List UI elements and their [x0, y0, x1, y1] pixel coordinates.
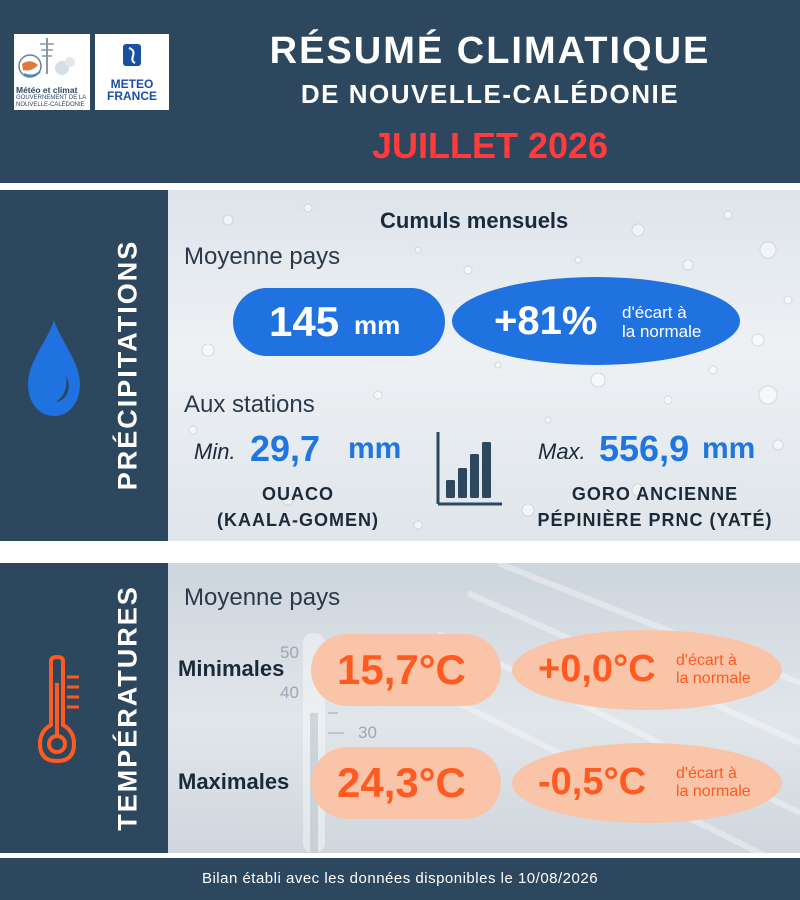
minimales-value-pill: [311, 634, 501, 706]
logo-left-line1: Météo et climat: [16, 85, 78, 95]
globe-antenna-icon: [14, 34, 90, 84]
minimales-label: Minimales: [178, 656, 285, 681]
max-station-line1: GORO ANCIENNE: [571, 484, 739, 504]
meteo-france-logo: [95, 34, 169, 110]
precipitations-heading: Cumuls mensuels: [380, 208, 569, 233]
precipitation-anomaly-pill: [452, 277, 740, 365]
scale-label-30: 30: [358, 723, 377, 742]
logo-right-line1: METEO: [110, 77, 154, 91]
maximales-value: 24,3°C: [337, 759, 466, 806]
logo-left-line2: GOUVERNEMENT DE LA: [16, 95, 87, 101]
temperatures-sidebar: [0, 563, 168, 853]
minimales-value: 15,7°C: [337, 646, 466, 693]
logo-right-line2: FRANCE: [107, 89, 157, 103]
minimales-anomaly-value: +0,0°C: [538, 648, 656, 690]
temperatures-section: [0, 563, 800, 853]
temperatures-label: TEMPÉRATURES: [112, 585, 143, 831]
maximales-anomaly-label: [676, 765, 751, 801]
precipitation-anomaly-label: [622, 303, 701, 341]
meteo-climat-logo: [14, 34, 90, 110]
precipitations-panel: [168, 190, 800, 541]
header: [0, 0, 800, 183]
meteo-france-text: [95, 78, 169, 102]
maximales-anomaly-label-line2: la normale: [676, 783, 751, 800]
scale-label-50: 50: [280, 643, 299, 662]
precipitations-section: [0, 190, 800, 541]
precipitation-anomaly-value: +81%: [494, 299, 598, 343]
minimales-anomaly-pill: [512, 630, 782, 710]
max-unit: mm: [702, 432, 756, 465]
meteo-climat-logo-text: [16, 86, 90, 109]
logo-left-line3: NOUVELLE-CALÉDONIE: [16, 102, 85, 108]
minimales-anomaly-label-line1: d'écart à: [676, 652, 737, 669]
maximales-label: Maximales: [178, 769, 290, 794]
bar-chart-icon: [434, 430, 504, 510]
max-value: 556,9: [599, 428, 690, 469]
thermometer-icon: [34, 655, 84, 767]
max-prefix: Max.: [538, 439, 586, 464]
precipitation-total-pill: [233, 288, 445, 356]
maximales-value-pill: [311, 747, 501, 819]
meteo-france-emblem-icon: [95, 34, 169, 78]
precipitation-anomaly-label-line1: d'écart à: [622, 303, 687, 322]
precipitations-label: PRÉCIPITATIONS: [112, 239, 143, 491]
precipitations-sidebar: [0, 190, 168, 541]
precipitation-total-value: 145: [269, 298, 340, 345]
stations-label: Aux stations: [184, 391, 315, 418]
max-station-line2: PÉPINIÈRE PRNC (YATÉ): [537, 510, 773, 530]
maximales-anomaly-pill: [512, 743, 782, 823]
report-period: JUILLET 2026: [371, 125, 609, 166]
temperatures-panel: [168, 563, 800, 853]
footer-note: Bilan établi avec les données disponibles le 10/08/2026: [201, 870, 599, 887]
maximales-anomaly-label-line1: d'écart à: [676, 765, 737, 782]
scale-label-40: 40: [280, 683, 299, 702]
precipitation-total-unit: mm: [354, 310, 401, 340]
min-station-line1: OUACO: [262, 484, 334, 504]
page-subtitle: DE NOUVELLE-CALÉDONIE: [300, 79, 680, 109]
min-unit: mm: [348, 432, 402, 465]
page-title: RÉSUMÉ CLIMATIQUE: [269, 30, 711, 72]
maximales-anomaly-value: -0,5°C: [538, 761, 647, 803]
min-station-line2: (KAALA-GOMEN): [217, 510, 379, 530]
min-value: 29,7: [250, 428, 321, 469]
minimales-anomaly-label-line2: la normale: [676, 670, 751, 687]
footer: [0, 858, 800, 900]
precipitation-anomaly-label-line2: la normale: [622, 322, 702, 341]
temperatures-country-label: Moyenne pays: [184, 584, 341, 611]
min-prefix: Min.: [194, 439, 236, 464]
precipitations-country-label: Moyenne pays: [184, 243, 341, 270]
water-drop-icon: [22, 318, 86, 418]
minimales-anomaly-label: [676, 652, 751, 688]
